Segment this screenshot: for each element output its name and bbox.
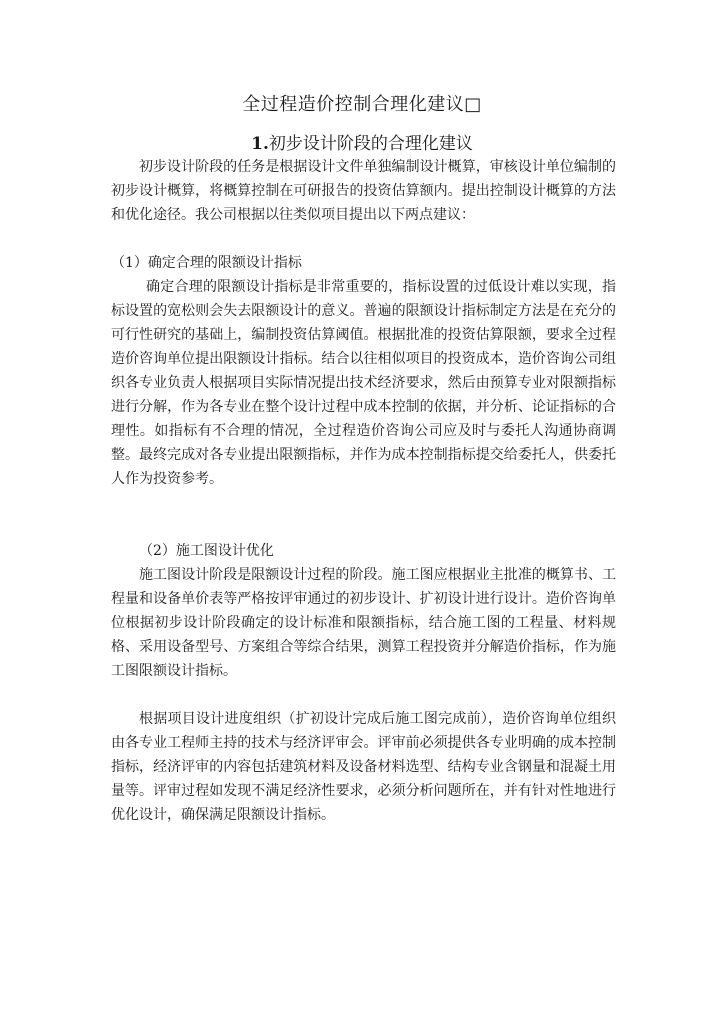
item1-paragraph: 确定合理的限额设计指标是非常重要的，指标设置的过低设计难以实现，指标设置的宽松则会失去限额设计的意义。普遍的限额设计指标制定方法是在充分的可行性研究的基础上，编制投资估算阈值。根据批准的投资估算限额，要求全过程造价咨询单位提出限额设计指标。结合以往相似项目的投资成本，造价咨询公司组织各专业负责人根据项目实际情况提出技术经济要求，然后由预算专业对限额指标进行分解，作为各专业在整个设计过程中成本控制的依据，并分析、论证指标的合理性。如指标有不合理的情况，全过程造价咨询公司应及时与委托人沟通协商调整。最终完成对各专业提出限额指标，并作为成本控制指标提交给委托人，供委托人作为投资参考。 <box>111 279 616 487</box>
item2-heading: （2）施工图设计优化 <box>139 543 274 559</box>
intro-paragraph: 初步设计阶段的任务是根据设计文件单独编制设计概算，审核设计单位编制的初步设计概算，将概算控制在可研报告的投资估算额内。提出控制设计概算的方法和优化途径。我公司根据以往类似项目提出以下两点建议： <box>111 159 616 223</box>
item2-paragraph-1: 施工图设计阶段是限额设计过程的阶段。施工图应根据业主批准的概算书、工程量和设备单价表等严格按评审通过的初步设计、扩初设计进行设计。造价咨询单位根据初步设计阶段确定的设计标准和限额指标，结合施工图的工程量、材料规格、采用设备型号、方案组合等综合结果，测算工程投资并分解造价指标，作为施工图限额设计指标。 <box>111 567 616 679</box>
section-heading <box>0 129 724 154</box>
document-title <box>0 90 724 116</box>
section-heading-text: 初步设计阶段的合理化建议 <box>268 134 473 154</box>
title-mark: □ <box>464 94 482 115</box>
section-number: 1. <box>251 134 269 154</box>
item2-paragraph-2: 根据项目设计进度组织（扩初设计完成后施工图完成前），造价咨询单位组织由各专业工程师主持的技术与经济评审会。评审前必须提供各专业明确的成本控制指标，经济评审的内容包括建筑材料及设备材料选型、结构专业含钢量和混凝土用量等。评审过程如发现不满足经济性要求，必须分析问题所在，并有针对性地进行优化设计，确保满足限额设计指标。 <box>111 711 616 823</box>
document-title-text: 全过程造价控制合理化建议 <box>242 94 465 115</box>
item1-heading: （1）确定合理的限额设计指标 <box>111 255 302 271</box>
